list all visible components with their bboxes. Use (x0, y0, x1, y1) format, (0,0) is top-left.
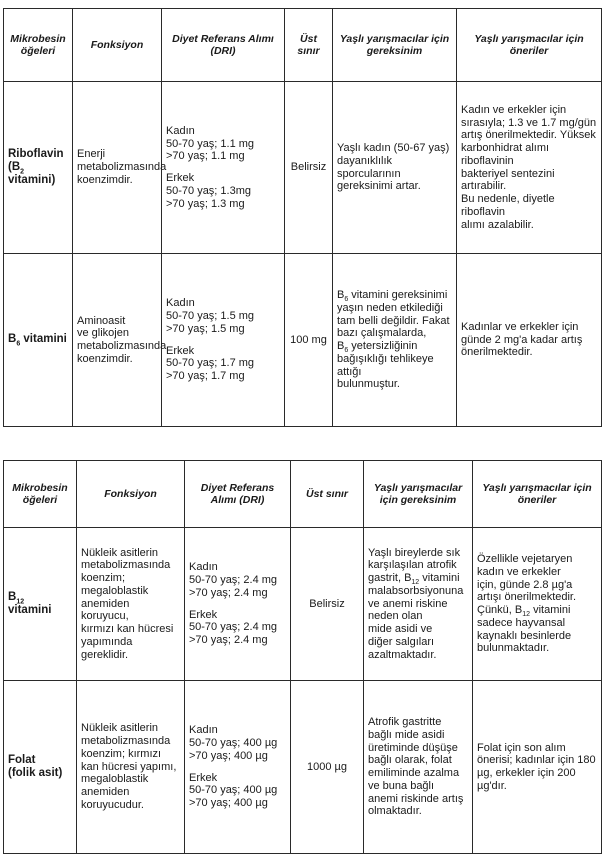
requirement-cell: Yaşlı bireylerde sık karşılaşılan atrofik gastrit, $B_{12}$ vitamini malabsorbsiyonuna ve anemi riskine neden olan mide asidi ve diğer salgıları azaltmaktadır. (364, 528, 473, 681)
upper-limit-cell: 100 mg (285, 254, 333, 427)
micronutrient-table-2 (3, 460, 602, 854)
dri-cell: Kadın 50-70 yaş; 1.1 mg >70 yaş; 1.1 mg Erkek 50-70 yaş; 1.3mg >70 yaş; 1.3 mg (162, 82, 285, 254)
function-cell: Nükleik asitlerin metabolizmasında koenzim; megaloblastik anemiden koruyucu, kırmızı kan hücresi yapımında gereklidir. (77, 528, 185, 681)
nutrient-name: Folat (folik asit) (4, 681, 77, 854)
dri-cell: Kadın 50-70 yaş; 1.5 mg >70 yaş; 1.5 mg Erkek 50-70 yaş; 1.7 mg >70 yaş; 1.7 mg (162, 254, 285, 427)
recommendation-cell: Özellikle vejetaryen kadın ve erkekler için, günde 2.8 µg'a artışı önerilmektedir. Çünkü, $B_{12}$ vitamini sadece hayvansal kaynaklı besinlerde bulunmaktadır. (473, 528, 602, 681)
nutrient-name: $B_{12}$ vitamini (4, 528, 77, 681)
dri-cell: Kadın 50-70 yaş; 2.4 mg >70 yaş; 2.4 mg Erkek 50-70 yaş; 2.4 mg >70 yaş; 2.4 mg (185, 528, 291, 681)
upper-limit-cell: Belirsiz (285, 82, 333, 254)
header-dri: Diyet Referans Alımı (DRI) (185, 461, 291, 528)
requirement-cell: Atrofik gastritte bağlı mide asidi üretiminde düşüşe bağlı olarak, folat emiliminde azalma ve buna bağlı anemi riskinde artış olmaktadır. (364, 681, 473, 854)
table-row (4, 681, 602, 854)
header-function: Fonksiyon (73, 9, 162, 82)
nutrient-name: Riboflavin ($B_2$ vitamini) (4, 82, 73, 254)
micronutrient-table-1 (3, 8, 602, 427)
table-row (4, 82, 602, 254)
header-recommendation: Yaşlı yarışmacılar için öneriler (457, 9, 602, 82)
header-recommendation: Yaşlı yarışmacılar için öneriler (473, 461, 602, 528)
table-header-row (4, 461, 602, 528)
header-function: Fonksiyon (77, 461, 185, 528)
upper-limit-cell: Belirsiz (291, 528, 364, 681)
header-requirement: Yaşlı yarışmacılar için gereksinim (333, 9, 457, 82)
upper-limit-cell: 1000 µg (291, 681, 364, 854)
function-cell: Enerji metabolizmasında koenzimdir. (73, 82, 162, 254)
requirement-cell: Yaşlı kadın (50-67 yaş) dayanıklılık sporcularının gereksinimi artar. (333, 82, 457, 254)
header-micronutrient: Mikrobesin öğeleri (4, 461, 77, 528)
header-requirement: Yaşlı yarışmacılar için gereksinim (364, 461, 473, 528)
header-dri: Diyet Referans Alımı (DRI) (162, 9, 285, 82)
table-row (4, 528, 602, 681)
header-upper-limit: Üst sınır (285, 9, 333, 82)
requirement-cell: $B_6$ vitamini gereksinimi yaşın neden etkilediği tam belli değildir. Fakat bazı çalışmalarda, $B_6$ yetersizliğinin bağışıklığı tehlikeye attığı bulunmuştur. (333, 254, 457, 427)
recommendation-cell: Kadın ve erkekler için sırasıyla; 1.3 ve 1.7 mg/gün artış önerilmektedir. Yüksek karbonhidrat alımı riboflavinin bakteriyel sentezini artırabilir. Bu nedenle, diyetle riboflavin alımı azalabilir. (457, 82, 602, 254)
recommendation-cell: Folat için son alım önerisi; kadınlar için 180 µg, erkekler için 200 µg'dır. (473, 681, 602, 854)
table-header-row (4, 9, 602, 82)
recommendation-cell: Kadınlar ve erkekler için günde 2 mg'a kadar artış önerilmektedir. (457, 254, 602, 427)
header-micronutrient: Mikrobesin öğeleri (4, 9, 73, 82)
nutrient-name: $B_6$ vitamini (4, 254, 73, 427)
header-upper-limit: Üst sınır (291, 461, 364, 528)
table-row (4, 254, 602, 427)
function-cell: Nükleik asitlerin metabolizmasında koenzim; kırmızı kan hücresi yapımı, megaloblastik anemiden koruyucudur. (77, 681, 185, 854)
function-cell: Aminoasit ve glikojen metabolizmasında koenzimdir. (73, 254, 162, 427)
dri-cell: Kadın 50-70 yaş; 400 µg >70 yaş; 400 µg Erkek 50-70 yaş; 400 µg >70 yaş; 400 µg (185, 681, 291, 854)
